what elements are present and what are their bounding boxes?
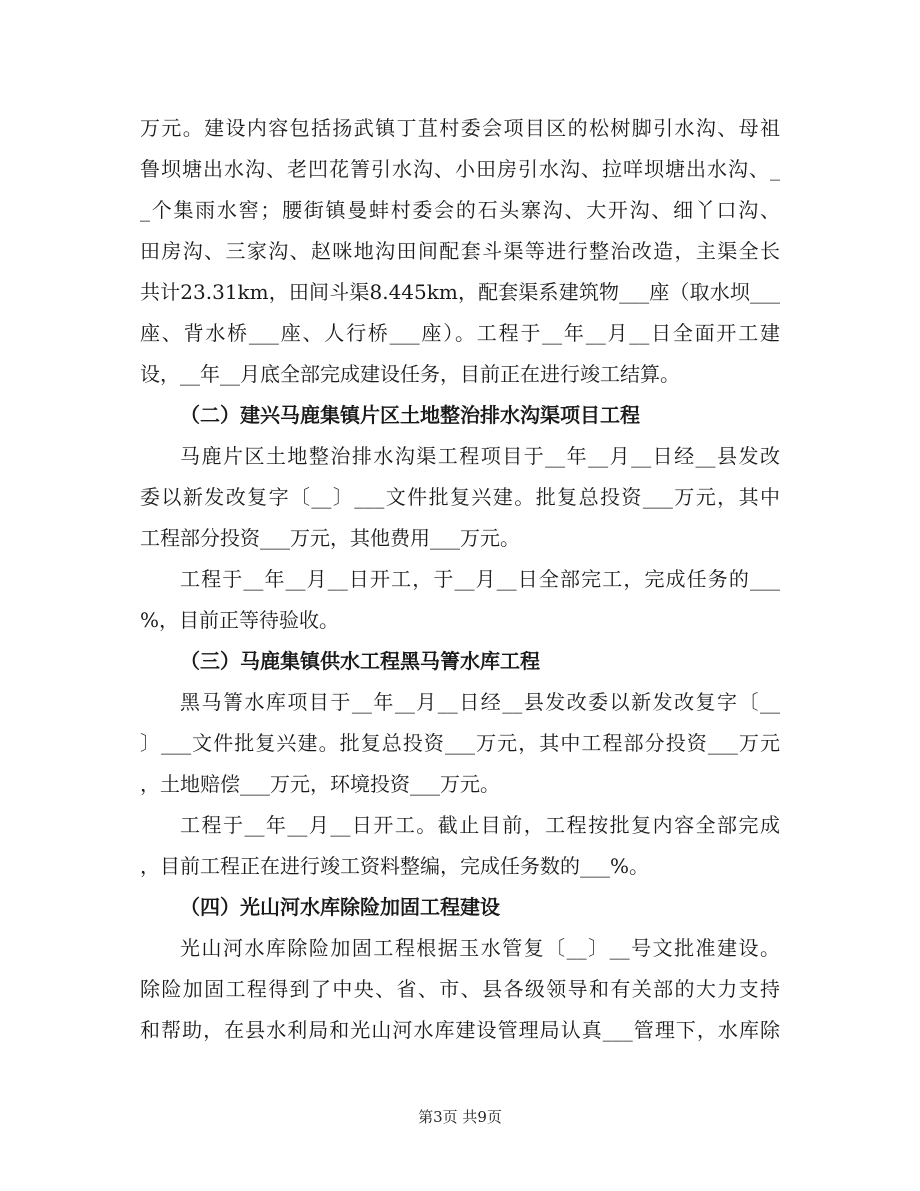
text-line: 马鹿片区土地整治排水沟渠工程项目于__年__月__日经__县发改 [180,444,780,468]
text-line: 万元。建设内容包括扬武镇丁苴村委会项目区的松树脚引水沟、母祖 [140,116,780,140]
section-heading-3: （三）马鹿集镇供水工程黑马箐水库工程 [180,649,540,673]
text-line: 田房沟、三家沟、赵咪地沟田间配套斗渠等进行整治改造，主渠全长 [140,239,780,263]
page-number-footer: 第3页 共9页 [418,1108,502,1126]
text-line: %，目前正等待验收。 [140,608,340,632]
text-line: 工程部分投资___万元，其他费用___万元。 [140,526,520,550]
text-line: 光山河水库除险加固工程根据玉水管复〔__〕__号文批准建设。 [180,936,780,960]
text-line: 鲁坝塘出水沟、老凹花箐引水沟、小田房引水沟、拉咩坝塘出水沟、_ [140,157,780,181]
text-line: 〕___文件批复兴建。批复总投资___万元，其中工程部分投资___万元 [140,731,780,755]
document-body [140,108,780,1051]
section-heading-4: （四）光山河水库除险加固工程建设 [180,895,500,919]
text-line: ，土地赔偿___万元，环境投资___万元。 [140,772,500,796]
section-2-paragraph-2 [140,559,780,641]
section-4-paragraph-1 [140,928,780,1051]
text-line: 和帮助，在县水利局和光山河水库建设管理局认真___管理下，水库除 [140,1018,780,1042]
text-line: 设，__年__月底全部完成建设任务，目前正在进行竣工结算。 [140,362,680,386]
text-line: 座、背水桥___座、人行桥___座）。工程于__年__月__日全面开工建 [140,321,780,345]
text-line: 工程于__年__月__日开工。截止目前，工程按批复内容全部完成 [180,813,780,837]
text-line: _个集雨水窖；腰街镇曼蚌村委会的石头寨沟、大开沟、细丫口沟、 [140,198,780,222]
section-3-paragraph-2 [140,805,780,887]
text-line: ，目前工程正在进行竣工资料整编，完成任务数的___%。 [140,854,650,878]
text-line: 除险加固工程得到了中央、省、市、县各级领导和有关部的大力支持 [140,977,780,1001]
text-line: 共计23.31km，田间斗渠8.445km，配套渠系建筑物___座（取水坝___ [140,280,780,304]
text-line: 工程于__年__月__日开工，于__月__日全部完工，完成任务的___ [180,567,780,591]
text-line: 委以新发改复字〔__〕___文件批复兴建。批复总投资___万元，其中 [140,485,780,509]
section-3-paragraph-1 [140,682,780,805]
section-2-paragraph-1 [140,436,780,559]
text-line: 黑马箐水库项目于__年__月__日经__县发改委以新发改复字〔__ [180,690,780,714]
section-heading-2: （二）建兴马鹿集镇片区土地整治排水沟渠项目工程 [180,403,640,427]
paragraph-1 [140,108,780,395]
